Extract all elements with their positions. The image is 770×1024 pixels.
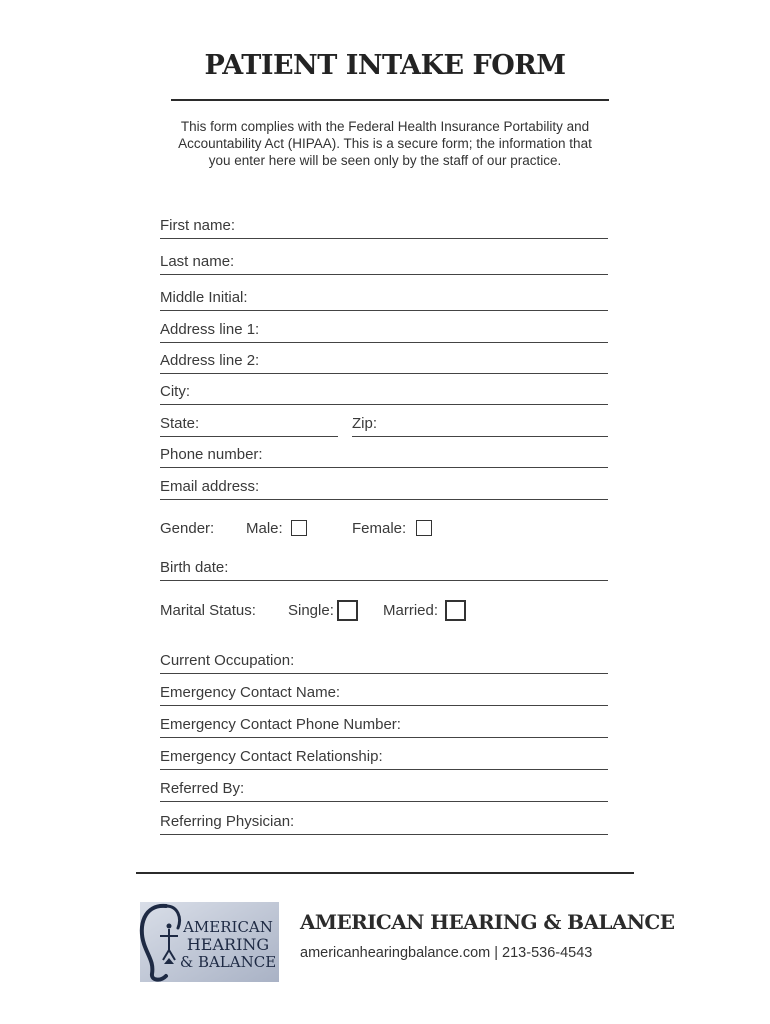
email-address-label: Email address: — [160, 478, 260, 495]
page-title: PATIENT INTAKE FORM — [204, 50, 566, 81]
middle-initial-label: Middle Initial: — [160, 289, 248, 306]
first-name-label: First name: — [160, 217, 236, 234]
emergency-contact-relationship-field[interactable] — [160, 749, 608, 770]
logo-text-line: & BALANCE — [179, 953, 277, 971]
address-line-2-field[interactable] — [160, 353, 608, 374]
city-field[interactable] — [160, 384, 608, 405]
title-divider — [171, 99, 609, 101]
birth-date-field[interactable] — [160, 560, 608, 581]
address-line-1-label: Address line 1: — [160, 321, 260, 338]
state-field[interactable] — [160, 416, 338, 437]
emergency-contact-name-label: Emergency Contact Name: — [160, 684, 341, 701]
hipaa-notice-line: This form complies with the Federal Health Insurance Portability and — [180, 119, 590, 134]
hipaa-notice — [150, 118, 620, 169]
zip-label: Zip: — [352, 415, 378, 432]
referring-physician-field[interactable] — [160, 814, 608, 835]
single-label: Single: — [288, 602, 334, 619]
referred-by-field[interactable] — [160, 781, 608, 802]
state-label: State: — [160, 415, 200, 432]
email-address-field[interactable] — [160, 479, 608, 500]
marital-status-label: Marital Status: — [160, 602, 256, 619]
phone-number-label: Phone number: — [160, 446, 263, 463]
phone-number-field[interactable] — [160, 447, 608, 468]
male-checkbox[interactable] — [291, 520, 307, 536]
hipaa-notice-line: you enter here will be seen only by the staff of our practice. — [208, 153, 562, 168]
male-label: Male: — [246, 520, 283, 537]
address-line-2-label: Address line 2: — [160, 352, 260, 369]
address-line-1-field[interactable] — [160, 322, 608, 343]
logo-text-line: AMERICAN — [183, 918, 273, 936]
referring-physician-label: Referring Physician: — [160, 813, 295, 830]
referred-by-label: Referred By: — [160, 780, 245, 797]
company-contact: americanhearingbalance.com | 213-536-4543 — [300, 945, 593, 961]
married-checkbox[interactable] — [445, 600, 466, 621]
married-label: Married: — [383, 602, 439, 619]
middle-initial-field[interactable] — [160, 290, 608, 311]
female-checkbox[interactable] — [416, 520, 432, 536]
first-name-field[interactable] — [160, 218, 608, 239]
company-name: AMERICAN HEARING & BALANCE — [300, 910, 675, 934]
hipaa-notice-line: Accountability Act (HIPAA). This is a secure form; the information that — [178, 136, 592, 151]
emergency-contact-name-field[interactable] — [160, 685, 608, 706]
emergency-contact-phone-field[interactable] — [160, 717, 608, 738]
current-occupation-label: Current Occupation: — [160, 652, 295, 669]
last-name-field[interactable] — [160, 254, 608, 275]
logo-text-line: HEARING — [186, 935, 270, 954]
emergency-contact-relationship-label: Emergency Contact Relationship: — [160, 748, 383, 765]
gender-label: Gender: — [160, 520, 215, 537]
company-logo — [136, 898, 280, 982]
city-label: City: — [160, 383, 190, 400]
footer-divider — [136, 872, 634, 874]
birth-date-label: Birth date: — [160, 559, 229, 576]
last-name-label: Last name: — [160, 253, 235, 270]
current-occupation-field[interactable] — [160, 653, 608, 674]
zip-field[interactable] — [352, 416, 608, 437]
single-checkbox[interactable] — [337, 600, 358, 621]
emergency-contact-phone-label: Emergency Contact Phone Number: — [160, 716, 401, 733]
female-label: Female: — [352, 520, 407, 537]
